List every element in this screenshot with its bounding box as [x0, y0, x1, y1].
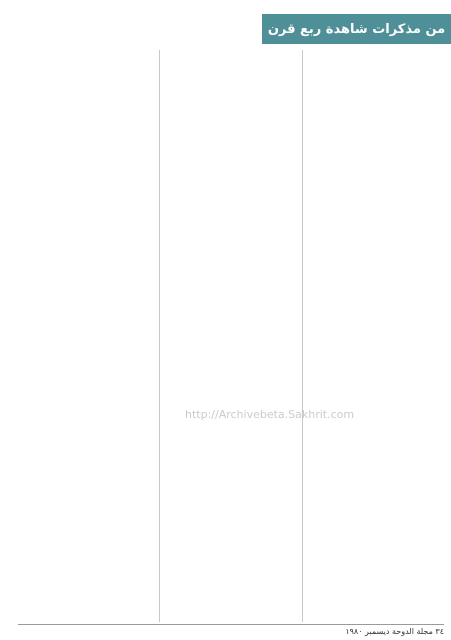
article-column-left	[18, 50, 156, 622]
page-footer: ٣٤ مجلة الدوحة ديسمبر ١٩٨٠	[345, 627, 444, 636]
column-divider	[302, 50, 303, 622]
inset-heading	[166, 323, 296, 337]
archive-watermark: http://Archivebeta.Sakhrit.com	[185, 408, 355, 421]
section-title: من مذكرات شاهدة ربع قرن	[267, 21, 446, 37]
article-column-right	[306, 50, 444, 622]
column-divider	[159, 50, 160, 622]
section-banner	[262, 14, 451, 44]
footer-divider	[18, 624, 444, 625]
